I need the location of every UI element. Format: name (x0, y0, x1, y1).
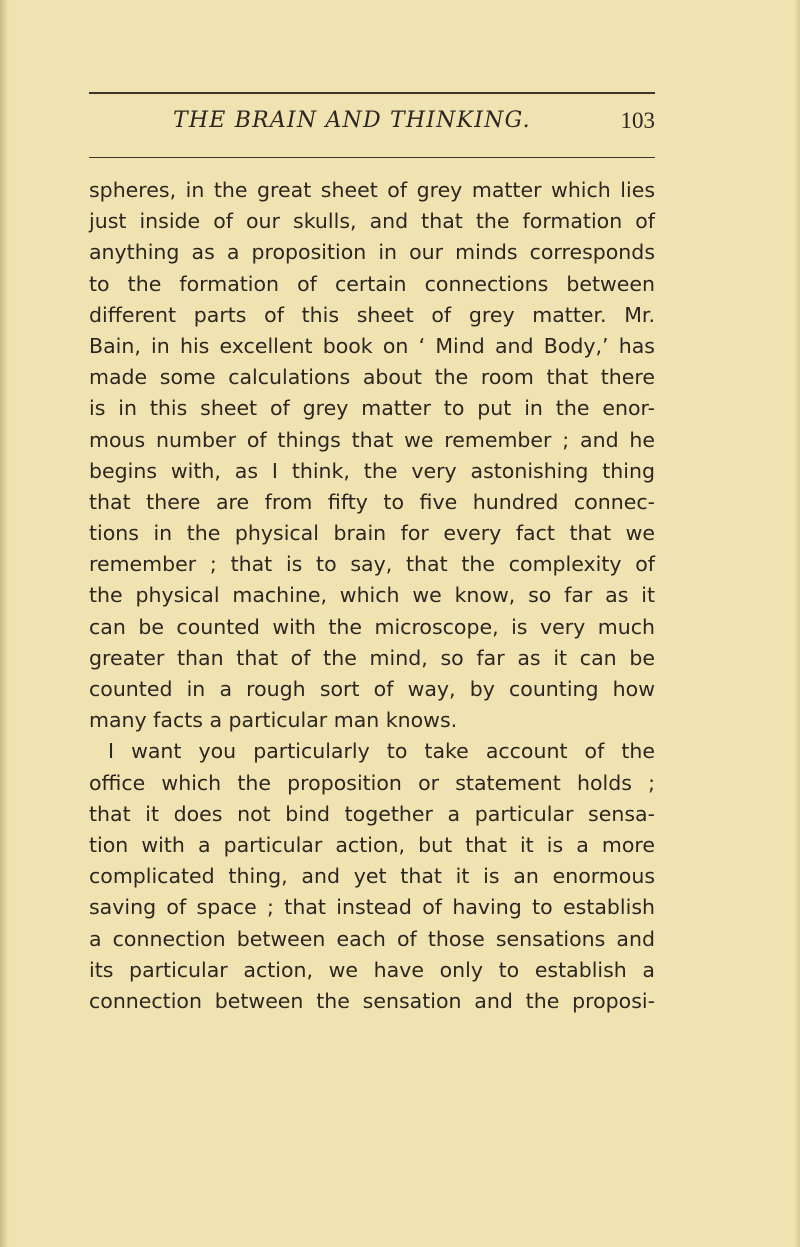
text-line: a connection between each of those sensations and (89, 926, 655, 951)
text-line: its particular action, we have only to establish a (89, 957, 655, 982)
text-line: counted in a rough sort of way, by counting how (89, 677, 655, 701)
text-line: Bain, in his excellent book on ‘ Mind and Body,’ has (89, 333, 655, 358)
text-line: complicated thing, and yet that it is an enormous (89, 864, 655, 889)
text-line: made some calculations about the room that there (89, 365, 655, 390)
text-line: is in this sheet of grey matter to put in the enor- (89, 396, 655, 421)
text-line: the physical machine, which we know, so far as it (89, 583, 655, 608)
running-header (173, 108, 655, 144)
text-line: office which the proposition or statement holds ; (89, 770, 655, 795)
text-line: that there are from fifty to five hundred connec- (89, 489, 655, 514)
text-line: just inside of our skulls, and that the formation of (89, 209, 655, 234)
text-line: remember ; that is to say, that the complexity of (89, 552, 655, 577)
text-line: tions in the physical brain for every fact that we (89, 521, 655, 546)
text-line: anything as a proposition in our minds corresponds (89, 240, 655, 265)
text-line: connection between the sensation and the proposi- (89, 988, 655, 1013)
text-line: tion with a particular action, but that it is a more (89, 832, 655, 857)
text-line: begins with, as I think, the very astonishing thing (89, 458, 655, 483)
paragraph-end-line: many facts a particular man knows. (89, 708, 458, 733)
header-top-rule (89, 92, 655, 94)
running-title: THE BRAIN AND THINKING. (173, 108, 531, 133)
body-text (89, 175, 655, 1017)
page-right-edge-shadow (794, 0, 800, 1247)
header-bottom-rule (89, 157, 655, 158)
page-number: 103 (620, 108, 655, 133)
text-line: different parts of this sheet of grey matter. Mr. (89, 302, 655, 327)
text-line: can be counted with the microscope, is very much (89, 614, 655, 639)
text-line: mous number of things that we remember ; and he (89, 427, 655, 452)
text-line: saving of space ; that instead of having to establish (89, 895, 655, 920)
page-left-edge-shadow (0, 0, 9, 1247)
text-line: spheres, in the great sheet of grey matter which lies (89, 178, 655, 202)
text-line: greater than that of the mind, so far as it can be (89, 645, 655, 670)
paragraph-start-line: I want you particularly to take account of the (108, 739, 655, 764)
text-line: to the formation of certain connections between (89, 271, 655, 296)
text-line: that it does not bind together a particular sensa- (89, 801, 655, 826)
